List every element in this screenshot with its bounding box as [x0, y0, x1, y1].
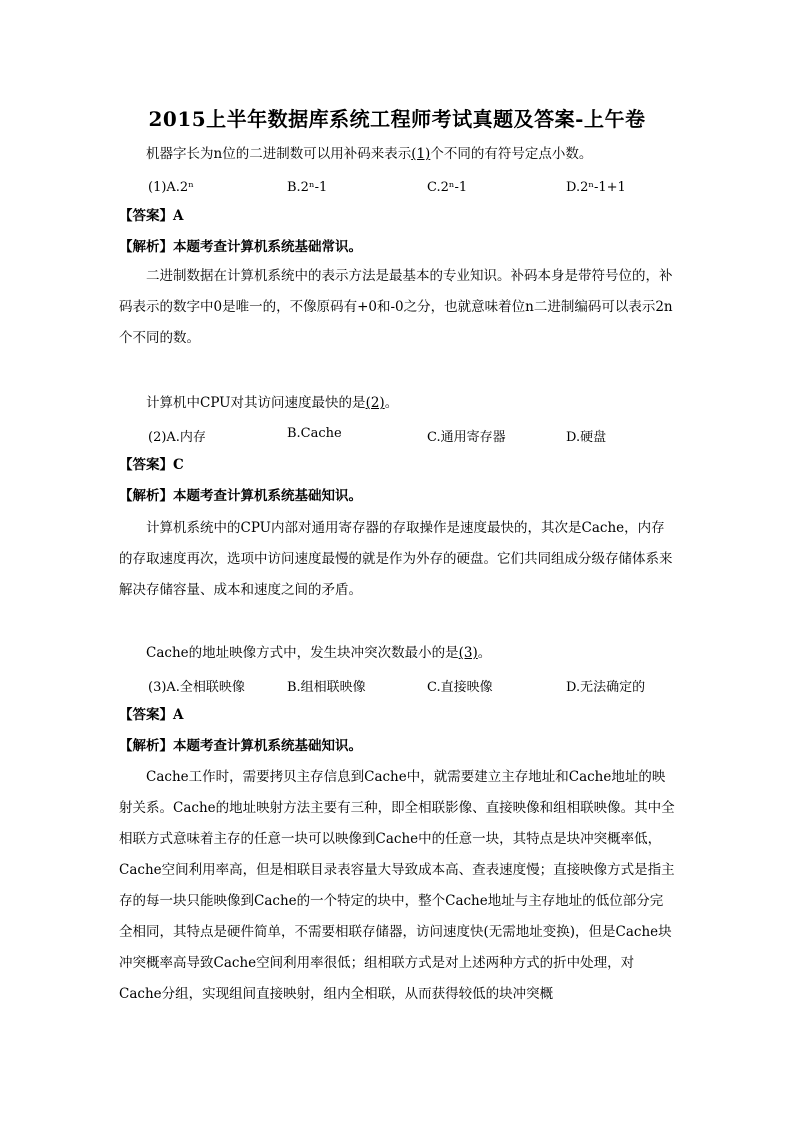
- q1-option-c: C.2ⁿ-1: [427, 180, 468, 195]
- q3-option-d: D.无法确定的: [566, 680, 646, 695]
- q1-answer: 【答案】A: [119, 208, 184, 224]
- q2-option-b: B.Cache: [287, 426, 342, 441]
- q3-option-a: (3)A.全相联映像: [148, 680, 245, 695]
- blank-2: (2): [365, 395, 385, 411]
- q3-option-c: C.直接映像: [427, 680, 493, 695]
- q2-analysis-heading: 【解析】本题考查计算机系统基础知识。: [119, 488, 362, 504]
- q1-option-a: (1)A.2ⁿ: [148, 180, 194, 195]
- blank-3: (3): [458, 645, 478, 661]
- q3-answer: 【答案】A: [119, 707, 184, 723]
- q3-option-b: B.组相联映像: [287, 680, 366, 695]
- q3-analysis-heading: 【解析】本题考查计算机系统基础知识。: [119, 738, 362, 754]
- q2-option-c: C.通用寄存器: [427, 430, 506, 445]
- q2-option-a: (2)A.内存: [148, 430, 206, 445]
- question-1-stem: 机器字长为n位的二进制数可以用补码来表示(1)个不同的有符号定点小数。: [146, 146, 593, 162]
- page-title: 2015上半年数据库系统工程师考试真题及答案-上午卷: [148, 107, 646, 131]
- q3-explanation: Cache工作时，需要拷贝主存信息到Cache中，就需要建立主存地址和Cache地址的映射关系。Cache的地址映射方法主要有三种，即全相联影像、直接映像和组相联映像。其中全相联方式意味着主存的任意一块可以映像到Cache中的任意一块，其特点是块冲突概率低，Cache空间利用率高，但是相联目录表容量大导致成本高、查表速度慢；直接映像方式是指主存的每一块只能映像到Cache的一个特定的块中，整个Cache地址与主存地址的低位部分完全相同，其特点是硬件简单，不需要相联存储器，访问速度快(无需地址变换)，但是Cache块冲突概率高导致Cache空间利用率很低；组相联方式是对上述两种方式的折中处理，对Cache分组，实现组间直接映射，组内全相联，从而获得较低的块冲突概: [119, 769, 675, 1002]
- q1-analysis-heading: 【解析】本题考查计算机系统基础常识。: [119, 239, 362, 255]
- question-2-stem: 计算机中CPU对其访问速度最快的是(2)。: [146, 395, 399, 411]
- q2-answer: 【答案】C: [119, 457, 184, 473]
- q2-explanation: 计算机系统中的CPU内部对通用寄存器的存取操作是速度最快的，其次是Cache，内存的存取速度再次，选项中访问速度最慢的就是作为外存的硬盘。它们共同组成分级存储体系来解决存储容量、成本和速度之间的矛盾。: [119, 520, 673, 598]
- q1-option-b: B.2ⁿ-1: [287, 180, 328, 195]
- q1-explanation: 二进制数据在计算机系统中的表示方法是最基本的专业知识。补码本身是带符号位的，补码表示的数字中0是唯一的，不像原码有+0和-0之分，也就意味着位n二进制编码可以表示2n个不同的数。: [119, 268, 673, 346]
- question-3-stem: Cache的地址映像方式中，发生块冲突次数最小的是(3)。: [146, 645, 492, 661]
- blank-1: (1): [411, 146, 431, 162]
- q1-option-d: D.2ⁿ-1+1: [566, 180, 626, 195]
- q2-option-d: D.硬盘: [566, 430, 607, 445]
